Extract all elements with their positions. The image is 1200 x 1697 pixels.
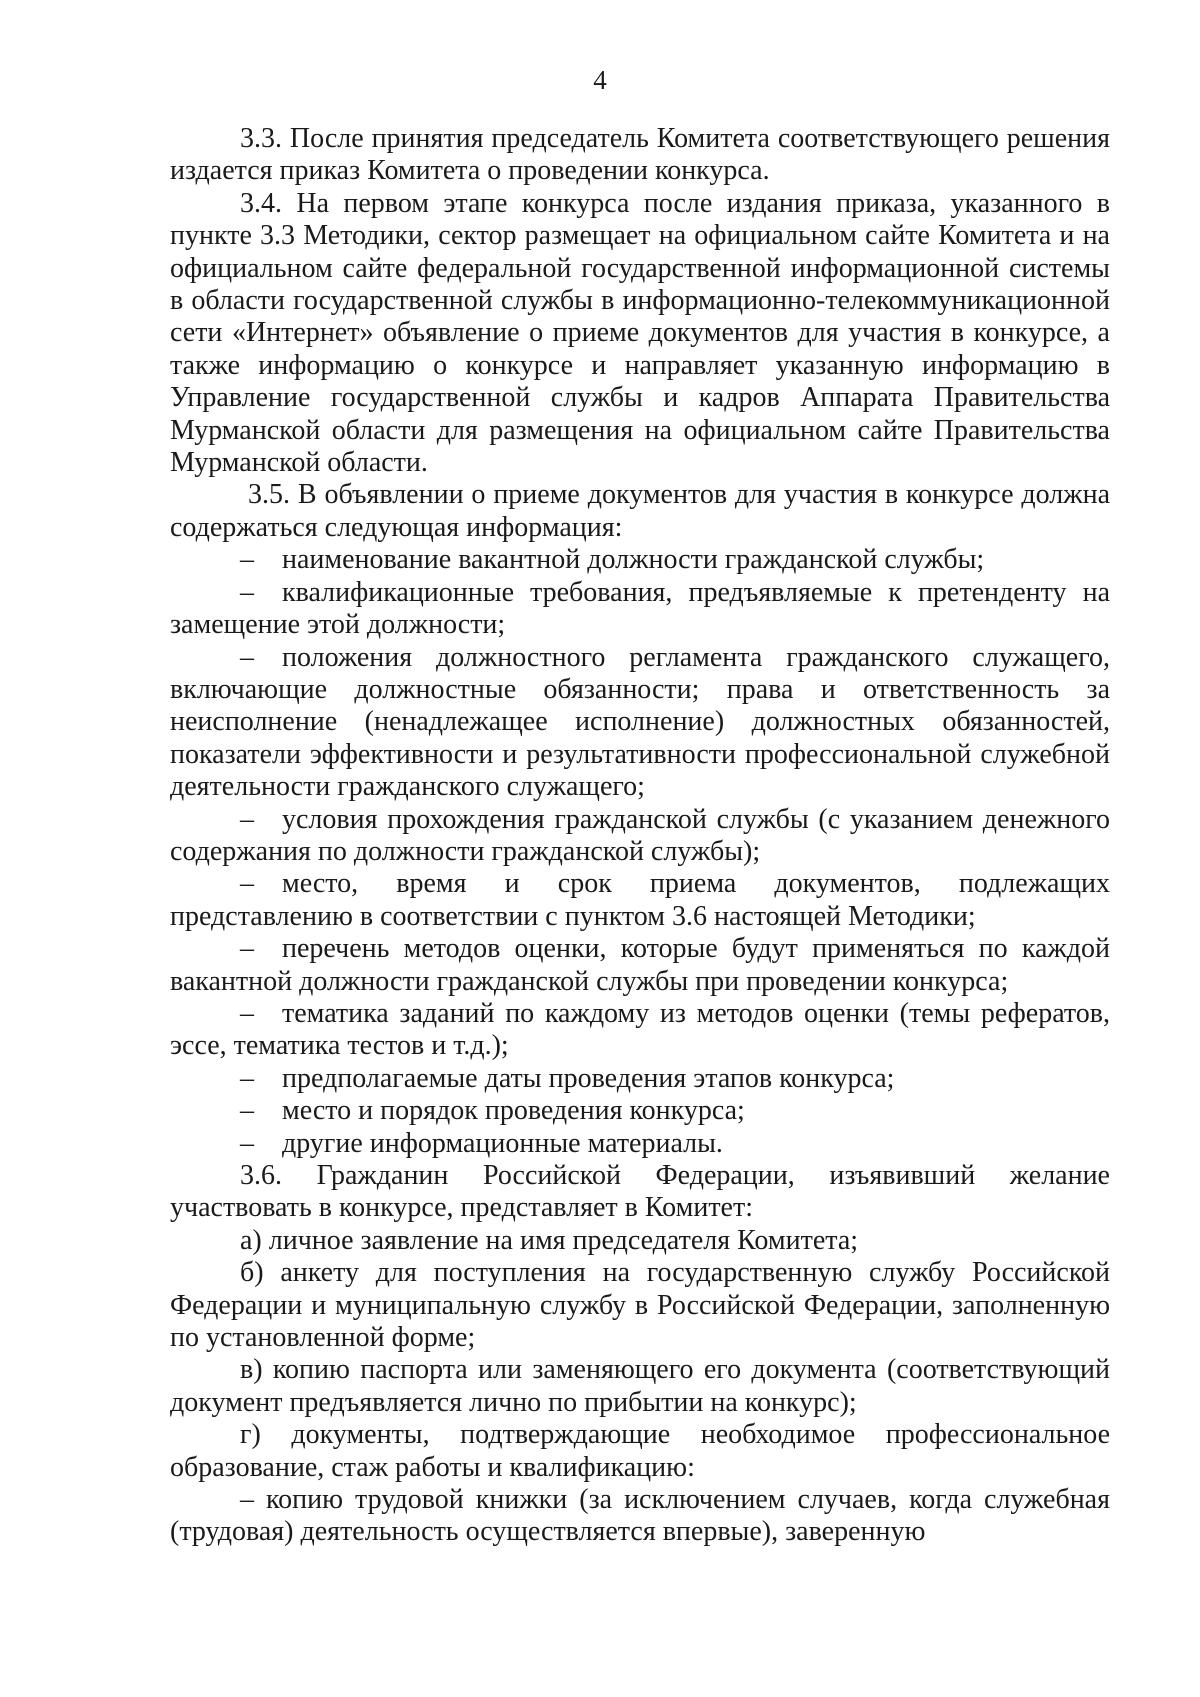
- document-body: [170, 123, 1110, 1549]
- list-item-place-and-procedure: – место и порядок проведения конкурса;: [240, 1095, 745, 1127]
- list-item-b-questionnaire: б) анкету для поступления на государственную службу Российской Федерации и муниципальную службу в Российской Федерации, заполненную по установленной форме;: [170, 1257, 1110, 1354]
- paragraph-3-6: 3.6. Гражданин Российской Федерации, изъявивший желание участвовать в конкурсе, представляет в Комитет:: [170, 1160, 1110, 1224]
- list-item-vacancy-name: – наименование вакантной должности гражданской службы;: [240, 544, 985, 576]
- list-item-service-conditions: – условия прохождения гражданской службы (с указанием денежного содержания по должности гражданской службы);: [170, 803, 1110, 867]
- list-item-job-regulations: – положения должностного регламента гражданского служащего, включающие должностные обязанности; права и ответственность за неисполнение (ненадлежащее исполнение) должностных обязанностей, показатели эффективности и результативности профессиональной служебной деятельности гражданского служащего;: [170, 641, 1110, 803]
- list-item-g-documents: г) документы, подтверждающие необходимое профессиональное образование, стаж работы и квалификацию:: [170, 1419, 1110, 1483]
- page-number: 4: [593, 65, 607, 95]
- list-item-v-passport: в) копию паспорта или заменяющего его документа (соответствующий документ предъявляется лично по прибытии на конкурс);: [170, 1354, 1110, 1418]
- list-item-employment-record: – копию трудовой книжки (за исключением случаев, когда служебная (трудовая) деятельность осуществляется впервые), заверенную: [170, 1484, 1110, 1548]
- list-item-qualification-requirements: – квалификационные требования, предъявляемые к претенденту на замещение этой должности;: [170, 576, 1110, 641]
- list-item-assignment-topics: – тематика заданий по каждому из методов оценки (темы рефератов, эссе, тематика тестов и т.д.);: [170, 997, 1110, 1062]
- paragraph-3-3: 3.3. После принятия председатель Комитета соответствующего решения издается приказ Комитета о проведении конкурса.: [170, 123, 1110, 187]
- list-item-document-intake: – место, время и срок приема документов, подлежащих представлению в соответствии с пунктом 3.6 настоящей Методики;: [170, 868, 1110, 932]
- list-item-other-materials: – другие информационные материалы.: [240, 1127, 723, 1159]
- list-item-a-application: а) личное заявление на имя председателя Комитета;: [240, 1224, 859, 1256]
- list-item-assessment-methods: – перечень методов оценки, которые будут применяться по каждой вакантной должности гражданской службы при проведении конкурса;: [170, 933, 1110, 997]
- paragraph-3-5: 3.5. В объявлении о приеме документов для участия в конкурсе должна содержаться следующая информация:: [170, 479, 1110, 543]
- paragraph-3-4: 3.4. На первом этапе конкурса после издания приказа, указанного в пункте 3.3 Методики, сектор размещает на официальном сайте Комитета и на официальном сайте федеральной государственной информационной системы в области государственной службы в информационно-телекоммуникационной сети «Интернет» объявление о приеме документов для участия в конкурсе, а также информацию о конкурсе и направляет указанную информацию в Управление государственной службы и кадров Аппарата Правительства Мурманской области для размещения на официальном сайте Правительства Мурманской области.: [170, 187, 1110, 479]
- list-item-stage-dates: – предполагаемые даты проведения этапов конкурса;: [240, 1062, 895, 1094]
